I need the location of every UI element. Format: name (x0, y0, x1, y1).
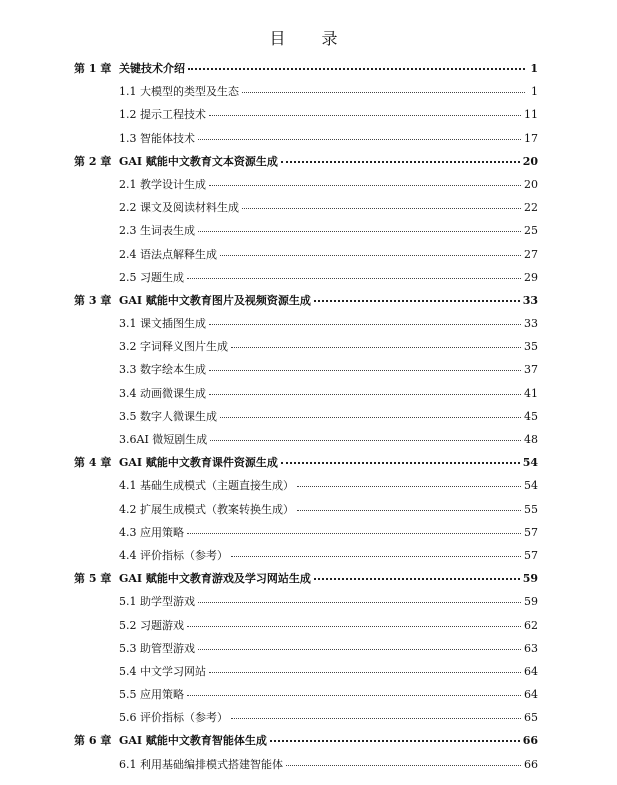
toc-section-entry[interactable] (74, 660, 538, 683)
entry-label: 2.3 生词表生成 (119, 224, 195, 238)
toc-chapter-entry[interactable] (74, 150, 538, 173)
leader-dots (297, 480, 521, 487)
toc-section-entry[interactable] (74, 428, 538, 451)
toc-section-entry[interactable] (74, 382, 538, 405)
toc-section-entry[interactable] (74, 637, 538, 660)
leader-dots (231, 712, 521, 719)
entry-label: GAI 赋能中文教育课件资源生成 (119, 456, 278, 470)
toc-chapter-entry[interactable] (74, 729, 538, 752)
entry-label: 4.1 基础生成模式（主题直接生成） (119, 479, 294, 493)
leader-dots (209, 109, 521, 116)
page-number: 25 (524, 224, 538, 238)
toc-section-entry[interactable] (74, 614, 538, 637)
leader-dots (242, 86, 525, 93)
table-of-contents (74, 57, 538, 776)
entry-label: 2.2 课文及阅读材料生成 (119, 201, 239, 215)
leader-dots (209, 318, 521, 325)
page-number: 64 (524, 688, 538, 702)
entry-label: 关键技术介绍 (119, 62, 185, 75)
chapter-number: 第 6 章 (74, 734, 112, 748)
toc-section-entry[interactable] (74, 590, 538, 613)
leader-dots (231, 550, 521, 557)
toc-section-entry[interactable] (74, 474, 538, 497)
page-number: 29 (524, 270, 538, 284)
entry-label: 5.5 应用策略 (119, 688, 184, 702)
entry-label: 5.6 评价指标（参考） (119, 711, 228, 725)
toc-chapter-entry[interactable] (74, 57, 538, 80)
entry-label: 3.2 字词释义图片生成 (119, 340, 228, 354)
page-number: 17 (524, 131, 538, 145)
leader-dots (198, 225, 521, 232)
page-number: 57 (524, 548, 538, 562)
page-number: 20 (524, 177, 538, 191)
entry-label: 5.1 助学型游戏 (119, 595, 195, 609)
leader-dots (231, 341, 521, 348)
page-number: 64 (524, 664, 538, 678)
leader-dots (198, 596, 521, 603)
toc-chapter-entry[interactable] (74, 289, 538, 312)
leader-dots (286, 759, 521, 766)
page-number: 48 (524, 433, 538, 446)
page-number: 62 (524, 618, 538, 632)
leader-dots (270, 734, 520, 742)
page-number: 41 (524, 386, 538, 400)
leader-dots (281, 456, 520, 464)
leader-dots (209, 364, 521, 371)
entry-label: GAI 赋能中文教育游戏及学习网站生成 (119, 572, 311, 586)
entry-label: 3.5 数字人微课生成 (119, 409, 217, 423)
leader-dots (242, 202, 521, 209)
toc-title: 目 录 (269, 29, 348, 48)
entry-label: 1.2 提示工程技术 (119, 108, 206, 122)
entry-label: 4.2 扩展生成模式（教案转换生成） (119, 502, 294, 516)
chapter-number: 第 2 章 (74, 154, 112, 168)
entry-label: 3.6AI 微短剧生成 (119, 433, 208, 446)
leader-dots (198, 133, 521, 140)
toc-section-entry[interactable] (74, 498, 538, 521)
leader-dots (314, 572, 520, 580)
leader-dots (297, 504, 521, 511)
toc-section-entry[interactable] (74, 312, 538, 335)
entry-label: 5.3 助管型游戏 (119, 641, 195, 655)
page-number: 22 (524, 201, 538, 215)
entry-label: 2.1 教学设计生成 (119, 177, 206, 191)
page-number: 59 (524, 595, 538, 609)
page-number: 33 (524, 317, 538, 331)
leader-dots (209, 666, 521, 673)
toc-section-entry[interactable] (74, 80, 538, 103)
page-number: 57 (524, 525, 538, 539)
chapter-number: 第 4 章 (74, 456, 112, 470)
toc-section-entry[interactable] (74, 358, 538, 381)
page-number: 66 (522, 734, 538, 748)
page-number: 66 (524, 757, 538, 771)
leader-dots (187, 527, 521, 534)
toc-section-entry[interactable] (74, 405, 538, 428)
leader-dots (187, 272, 521, 279)
entry-label: 4.4 评价指标（参考） (119, 548, 228, 562)
toc-section-entry[interactable] (74, 266, 538, 289)
entry-label: 4.3 应用策略 (119, 525, 184, 539)
entry-label: 3.4 动画微课生成 (119, 386, 206, 400)
toc-section-entry[interactable] (74, 196, 538, 219)
entry-label: 1.1 大模型的类型及生态 (119, 85, 239, 99)
page-number: 35 (524, 340, 538, 354)
page-number: 11 (524, 108, 538, 122)
leader-dots (220, 411, 521, 418)
entry-label: 3.1 课文插图生成 (119, 317, 206, 331)
leader-dots (188, 62, 525, 70)
entry-label: 5.4 中文学习网站 (119, 664, 206, 678)
toc-section-entry[interactable] (74, 335, 538, 358)
leader-dots (314, 294, 520, 302)
entry-label: 2.5 习题生成 (119, 270, 184, 284)
toc-section-entry[interactable] (74, 544, 538, 567)
toc-section-entry[interactable] (74, 243, 538, 266)
entry-label: 1.3 智能体技术 (119, 131, 195, 145)
page-number: 27 (524, 247, 538, 261)
entry-label: 5.2 习题游戏 (119, 618, 184, 632)
page-number: 45 (524, 409, 538, 423)
entry-label: GAI 赋能中文教育文本资源生成 (119, 154, 278, 168)
toc-section-entry[interactable] (74, 103, 538, 126)
leader-dots (220, 249, 521, 256)
page-number: 54 (524, 479, 538, 493)
entry-label: 2.4 语法点解释生成 (119, 247, 217, 261)
toc-chapter-entry[interactable] (74, 567, 538, 590)
toc-section-entry[interactable] (74, 219, 538, 242)
toc-section-entry[interactable] (74, 521, 538, 544)
leader-dots (210, 434, 521, 441)
page-number: 55 (524, 502, 538, 516)
leader-dots (187, 620, 521, 627)
chapter-number: 第 1 章 (74, 62, 112, 75)
toc-section-entry[interactable] (74, 753, 538, 776)
page-number: 37 (524, 363, 538, 377)
page-number: 1 (531, 85, 538, 99)
toc-section-entry[interactable] (74, 173, 538, 196)
toc-section-entry[interactable] (74, 706, 538, 729)
leader-dots (281, 155, 520, 163)
chapter-number: 第 5 章 (74, 572, 112, 586)
entry-label: 6.1 利用基础编排模式搭建智能体 (119, 757, 283, 771)
toc-chapter-entry[interactable] (74, 451, 538, 474)
chapter-number: 第 3 章 (74, 293, 112, 307)
page-number: 65 (524, 711, 538, 725)
leader-dots (209, 388, 521, 395)
page-number: 20 (522, 154, 538, 168)
page-number: 59 (522, 572, 538, 586)
page-number: 54 (522, 456, 538, 470)
entry-label: GAI 赋能中文教育智能体生成 (119, 734, 267, 748)
leader-dots (198, 643, 521, 650)
entry-label: 3.3 数字绘本生成 (119, 363, 206, 377)
page-number: 63 (524, 641, 538, 655)
toc-section-entry[interactable] (74, 683, 538, 706)
page-number: 33 (522, 293, 538, 307)
leader-dots (187, 689, 521, 696)
leader-dots (209, 179, 521, 186)
page-number: 1 (530, 62, 538, 75)
entry-label: GAI 赋能中文教育图片及视频资源生成 (119, 293, 311, 307)
toc-section-entry[interactable] (74, 127, 538, 150)
